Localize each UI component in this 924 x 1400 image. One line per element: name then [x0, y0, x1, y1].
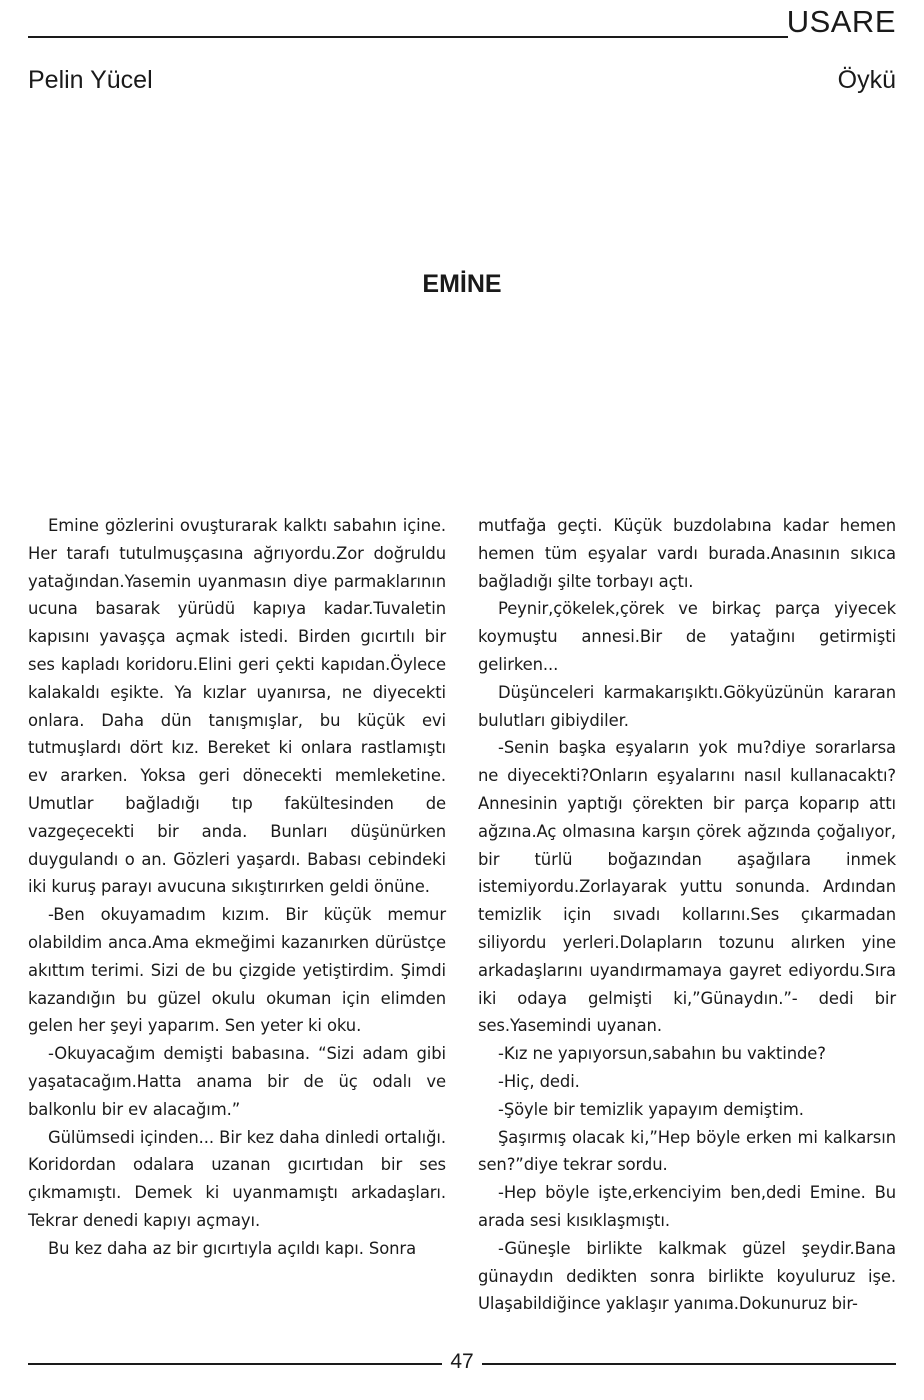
header-rule: [28, 36, 788, 38]
journal-name: USARE: [786, 4, 896, 39]
paragraph: -Hiç, dedi.: [498, 1071, 580, 1091]
page-number: 47: [450, 1350, 474, 1373]
paragraph: Emine gözlerini ovuşturarak kalktı sabahın içine. Her tarafı tutulmuşçasına ağrıyordu.Zor doğruldu yatağından.Yasemin uyanmasın diye parmaklarının ucuna basarak yürüdü kapıya kadar.Tuvaletin kapısını yavaşça açmak istedi. Birden gıcırtılı bir ses kapladı koridoru.Elini geri çekti kapıdan.Öylece kalakaldı eşikte. Ya kızlar uyanırsa, ne diyecekti onlara. Daha dün tanışmışlar, bu küçük evi tutmuşlardı dört kız. Bereket ki onlara rastlamıştı ev ararken. Yoksa geri dönecekti memleketine. Umutlar bağladığı tıp fakültesinden de vazgeçecekti bir anda. Bunları düşünürken duygulandı o an. Gözleri yaşardı. Babası cebindeki iki kuruş parayı avucuna sıkıştırırken geldi önüne.: [28, 516, 446, 897]
footer-rule-left: [28, 1363, 442, 1365]
text-column-left: [28, 512, 446, 1263]
genre-label: Öykü: [837, 66, 896, 94]
paragraph: -Okuyacağım demişti babasına. “Sizi adam gibi yaşatacağım.Hatta anama bir de üç odalı ve balkonlu bir ev alacağım.”: [28, 1044, 446, 1119]
paragraph: -Şöyle bir temizlik yapayım demiştim.: [498, 1099, 804, 1119]
paragraph: -Güneşle birlikte kalkmak güzel şeydir.Bana günaydın dedikten sonra birlikte koyuluruz işe. Ulaşabildiğince yaklaşır yanıma.Dokunuruz bir-: [478, 1238, 896, 1314]
paragraph: Bu kez daha az bir gıcırtıyla açıldı kapı. Sonra: [48, 1238, 417, 1258]
paragraph: Peynir,çökelek,çörek ve birkaç parça yiyecek koymuştu annesi.Bir de yatağını getirmişti gelirken...: [478, 599, 896, 674]
paragraph: -Senin başka eşyaların yok mu?diye sorarlarsa ne diyecekti?Onların eşyalarını nasıl kullanacaktı?Annesinin yaptığı çörekten bir parça koparıp attı ağzına.Aç olmasına karşın çörek ağzında çoğalıyor, bir türlü boğazından aşağılara inmek istemiyordu.Zorlayarak yuttu sonunda. Ardından temizlik için sıvadı kollarını.Ses çıkarmadan siliyordu yerleri.Dolapların tozunu alırken yine arkadaşlarını uyandırmamaya gayret ediyordu.Sıra iki odaya gelmişti ki,”Günaydın.”- dedi bir ses.Yasemindi uyanan.: [478, 738, 896, 1036]
paragraph: -Ben okuyamadım kızım. Bir küçük memur olabildim anca.Ama ekmeğimi kazanırken dürüstçe akıttım terimi. Sizi de bu çizgide yetiştirdim. Şimdi kazandığın bu güzel okulu okuman için elimden gelen her şeyi yaparım. Sen yeter ki oku.: [28, 905, 446, 1036]
author-name: Pelin Yücel: [28, 66, 153, 94]
paragraph: -Kız ne yapıyorsun,sabahın bu vaktinde?: [498, 1044, 826, 1064]
paragraph: -Hep böyle işte,erkenciyim ben,dedi Emine. Bu arada sesi kısıklaşmıştı.: [478, 1183, 896, 1230]
paragraph: Gülümsedi içinden... Bir kez daha dinledi ortalığı. Koridordan odalara uzanan gıcırtıdan bir ses çıkmamıştı. Demek ki uyanmamıştı arkadaşları. Tekrar denedi kapıyı açmayı.: [28, 1127, 446, 1230]
paragraph: Şaşırmış olacak ki,”Hep böyle erken mi kalkarsın sen?”diye tekrar sordu.: [478, 1127, 896, 1175]
paragraph-continued: mutfağa geçti. Küçük buzdolabına kadar hemen hemen tüm eşyalar vardı burada.Anasının sıkıca bağladığı şilte torbayı açtı.: [478, 516, 896, 591]
paragraph: Düşünceleri karmakarışıktı.Gökyüzünün kararan bulutları gibiydiler.: [478, 682, 896, 730]
footer-rule-right: [482, 1363, 896, 1365]
story-title: EMİNE: [422, 270, 502, 298]
text-column-right: [478, 512, 896, 1318]
